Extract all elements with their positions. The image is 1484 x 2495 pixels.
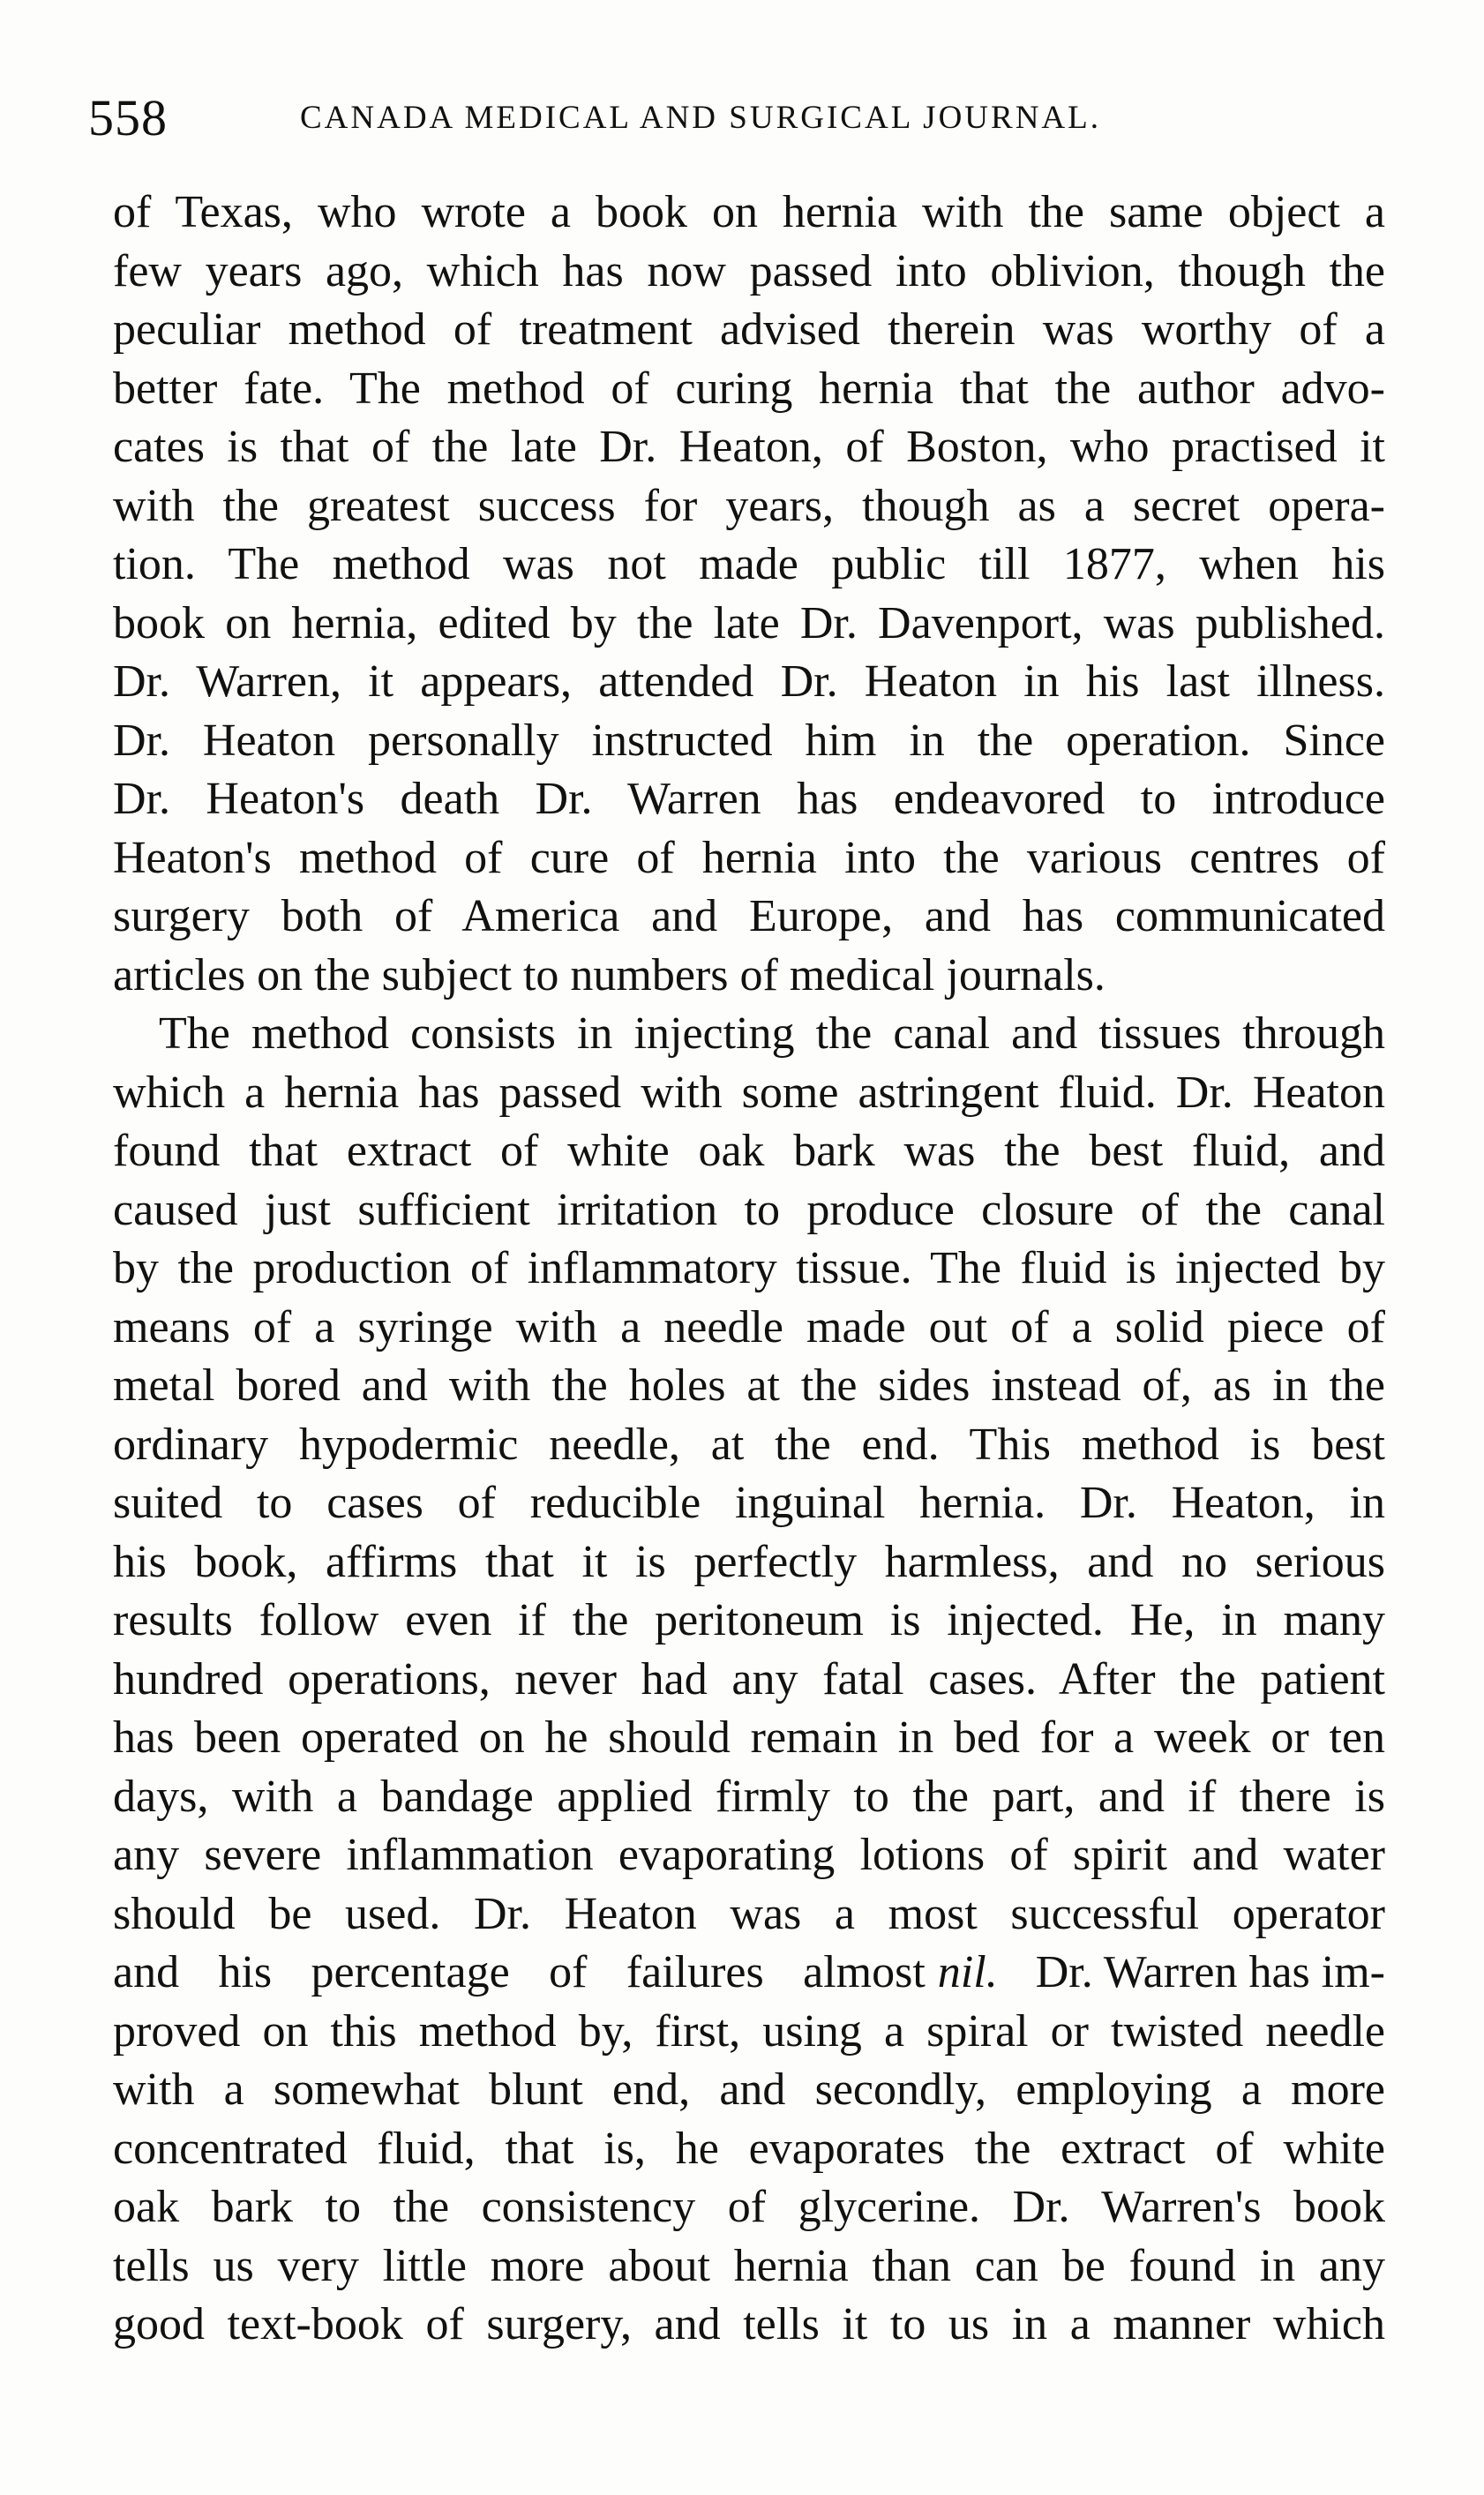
text-line: Dr. Warren, it appears, attended Dr. Heaton in his last illness. (113, 656, 1385, 707)
text-line: days, with a bandage applied firmly to the part, and if there is (113, 1771, 1385, 1822)
text-line: any severe inflammation evaporating lotions of spirit and water (113, 1830, 1385, 1880)
text-line: results follow even if the peritoneum is injected. He, in many (113, 1595, 1385, 1645)
text-line: Dr. Heaton personally instructed him in the operation. Since (113, 715, 1385, 766)
text-line: ordinary hypodermic needle, at the end. This method is best (113, 1419, 1385, 1470)
paragraph-end-line: articles on the subject to numbers of medical journals. (113, 949, 1106, 1000)
text-line: cates is that of the late Dr. Heaton, of Boston, who practised it (113, 422, 1385, 472)
text-line: peculiar method of treatment advised therein was worthy of a (113, 304, 1385, 355)
text-line: oak bark to the consistency of glycerine. Dr. Warren's book (113, 2182, 1385, 2232)
text-line: surgery both of America and Europe, and has communicated (113, 891, 1385, 941)
running-head: CANADA MEDICAL AND SURGICAL JOURNAL. (300, 100, 1101, 136)
text-line-with-italic (113, 1944, 1385, 2003)
text-line: metal bored and with the holes at the sides instead of, as in the (113, 1360, 1385, 1411)
text-line: by the production of inflammatory tissue. The fluid is injected by (113, 1243, 1385, 1293)
text-line: with a somewhat blunt end, and secondly, employing a more (113, 2064, 1385, 2115)
article-body (113, 184, 1385, 2355)
text-line: Heaton's method of cure of hernia into the various centres of (113, 832, 1385, 883)
text-line: caused just sufficient irritation to produce closure of the canal (113, 1184, 1385, 1235)
text-segment: and his percentage of failures almost (113, 1947, 926, 1997)
text-line: found that extract of white oak bark was the best fluid, and (113, 1126, 1385, 1176)
text-line: Dr. Heaton's death Dr. Warren has endeavored to introduce (113, 774, 1385, 824)
text-line: hundred operations, never had any fatal cases. After the patient (113, 1653, 1385, 1705)
page-header (88, 83, 1385, 154)
text-line: means of a syringe with a needle made out of a solid piece of (113, 1301, 1385, 1352)
text-line: few years ago, which has now passed into oblivion, though the (113, 245, 1385, 296)
text-line: suited to cases of reducible inguinal hernia. Dr. Heaton, in (113, 1478, 1385, 1528)
text-line: should be used. Dr. Heaton was a most successful operator (113, 1888, 1385, 1939)
text-segment: Dr. Warren has im- (1023, 1947, 1385, 1997)
text-line: with the greatest success for years, though as a secret opera- (113, 480, 1385, 531)
text-line: tells us very little more about hernia than can be found in any (113, 2240, 1385, 2291)
paragraph-first-line: The method consists in injecting the canal and tissues through (159, 1008, 1385, 1059)
text-line: his book, affirms that it is perfectly harmless, and no serious (113, 1536, 1385, 1587)
text-line: good text-book of surgery, and tells it to us in a manner which (113, 2299, 1385, 2349)
text-line: better fate. The method of curing hernia that the author advo- (113, 363, 1385, 414)
text-line: proved on this method by, first, using a spiral or twisted needle (113, 2005, 1385, 2057)
text-line: which a hernia has passed with some astringent fluid. Dr. Heaton (113, 1067, 1385, 1118)
text-line: tion. The method was not made public till 1877, when his (113, 539, 1385, 589)
text-line: of Texas, who wrote a book on hernia with the same object a (113, 187, 1385, 237)
text-line: concentrated fluid, that is, he evaporates the extract of white (113, 2123, 1385, 2174)
page-number: 558 (88, 89, 168, 146)
text-line: book on hernia, edited by the late Dr. Davenport, was published. (113, 597, 1385, 648)
italic-word: nil. (937, 1947, 998, 1997)
text-line: has been operated on he should remain in bed for a week or ten (113, 1712, 1385, 1763)
